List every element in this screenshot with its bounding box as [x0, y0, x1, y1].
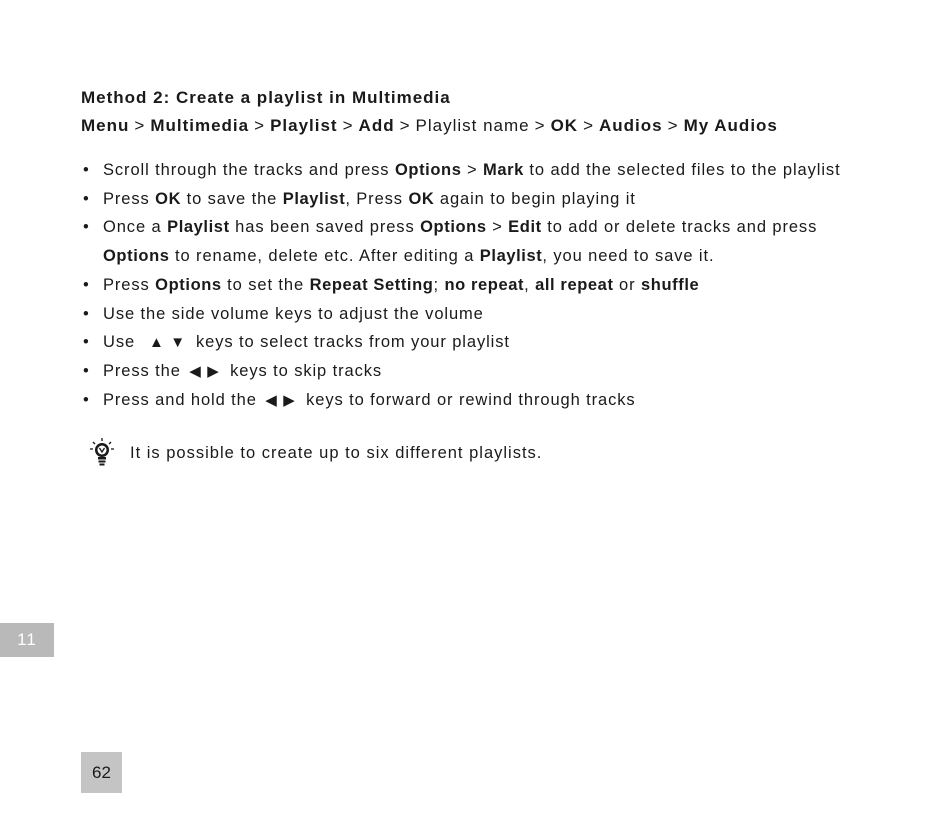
tip-text: It is possible to create up to six different playlists. [130, 444, 543, 462]
page-number: 62 [81, 752, 122, 793]
path-step-add: Add [358, 116, 395, 135]
path-step-playlist: Playlist [270, 116, 338, 135]
chapter-tab: 11 [0, 623, 54, 657]
menu-path [81, 112, 881, 140]
left-right-arrows [184, 362, 225, 380]
list-item: • Use ▲ ▼ keys to select tracks from your playlist [81, 328, 881, 357]
right-arrow-icon: ▶ [283, 391, 296, 409]
path-step-audios: Audios [599, 116, 663, 135]
list-item: • Use the side volume keys to adjust the volume [81, 300, 881, 329]
right-arrow-icon: ▶ [207, 362, 220, 380]
list-item: • Scroll through the tracks and press Options > Mark to add the selected files to the playlist [81, 156, 881, 185]
path-separator: > [342, 116, 354, 135]
path-separator: > [667, 116, 679, 135]
up-down-arrows [149, 333, 186, 351]
path-step-menu: Menu [81, 116, 130, 135]
path-separator: > [254, 116, 266, 135]
list-item: • Press Options to set the Repeat Setting; no repeat, all repeat or shuffle [81, 271, 881, 300]
lightbulb-icon [90, 438, 114, 468]
path-step-my-audios: My Audios [683, 116, 778, 135]
tip-note [90, 438, 542, 468]
path-step-ok: OK [550, 116, 579, 135]
path-separator: > [399, 116, 411, 135]
path-separator: > [583, 116, 595, 135]
path-step-playlist-name: Playlist name [415, 116, 530, 135]
list-item: • Press the ◀ ▶ keys to skip tracks [81, 357, 881, 386]
left-arrow-icon: ◀ [189, 362, 202, 380]
left-arrow-icon: ◀ [265, 391, 278, 409]
list-item: • Press and hold the ◀ ▶ keys to forward or rewind through tracks [81, 386, 881, 415]
list-item: • Press OK to save the Playlist, Press OK again to begin playing it [81, 185, 881, 214]
section-heading: Method 2: Create a playlist in Multimedia [81, 88, 451, 107]
left-right-arrows [260, 391, 301, 409]
path-separator: > [534, 116, 546, 135]
path-separator: > [134, 116, 146, 135]
list-item: • Once a Playlist has been saved press Options > Edit to add or delete tracks and press Options to rename, delete etc. After editing a Playlist, you need to save it. [81, 213, 881, 270]
path-step-multimedia: Multimedia [150, 116, 250, 135]
instruction-list [81, 156, 881, 414]
document-body [81, 84, 881, 414]
up-arrow-icon: ▲ [149, 334, 165, 352]
down-arrow-icon: ▼ [170, 334, 187, 352]
